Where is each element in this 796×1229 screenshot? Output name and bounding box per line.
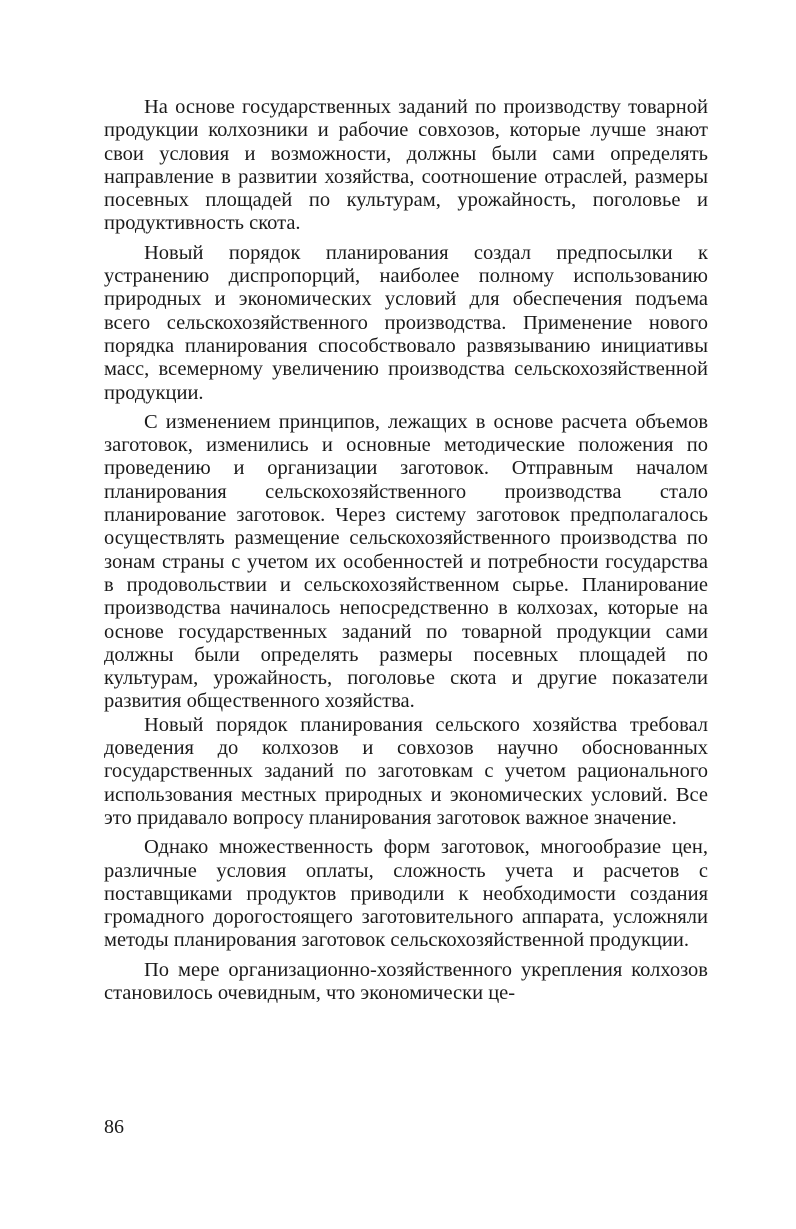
paragraph-4: Новый порядок планирования сельского хозяйства требовал доведения до колхозов и совхозов научно обоснованных государственных заданий по заготовкам с учетом рационального использования местных природных и экономических условий. Все это придавало вопросу планирования заготовок важное значение. [104,713,708,829]
paragraph-1: На основе государственных заданий по производству товарной продукции колхозники и рабочие совхозов, которые лучше знают свои условия и возможности, должны были сами определять направление в развитии хозяйства, соотношение отраслей, размеры посевных площадей по культурам, урожайность, поголовье и продуктивность скота. [104,96,708,235]
paragraph-6: По мере организационно-хозяйственного укрепления колхозов становилось очевидным, что экономически це- [104,958,708,1004]
page-body [104,96,708,1005]
paragraph-2: Новый порядок планирования создал предпосылки к устранению диспропорций, наиболее полному использованию природных и экономических условий для обеспечения подъема всего сельскохозяйственного производства. Применение нового порядка планирования способствовало развязыванию инициативы масс, всемерному увеличению производства сельскохозяйственной продукции. [104,241,708,404]
page-number: 86 [104,1116,124,1138]
paragraph-3: С изменением принципов, лежащих в основе расчета объемов заготовок, изменились и основные методические положения по проведению и организации заготовок. Отправным началом планирования сельскохозяйственного производства стало планирование заготовок. Через систему заготовок предполагалось осуществлять размещение сельскохозяйственного производства по зонам страны с учетом их особенностей и потребности государства в продовольствии и сельскохозяйственном сырье. Планирование производства начиналось непосредственно в колхозах, которые на основе государственных заданий по товарной продукции сами должны были определять размеры посевных площадей по культурам, урожайность, поголовье скота и другие показатели развития общественного хозяйства. [104,410,708,713]
paragraph-5: Однако множественность форм заготовок, многообразие цен, различные условия оплаты, сложность учета и расчетов с поставщиками продуктов приводили к необходимости создания громадного дорогостоящего заготовительного аппарата, усложняли методы планирования заготовок сельскохозяйственной продукции. [104,836,708,952]
